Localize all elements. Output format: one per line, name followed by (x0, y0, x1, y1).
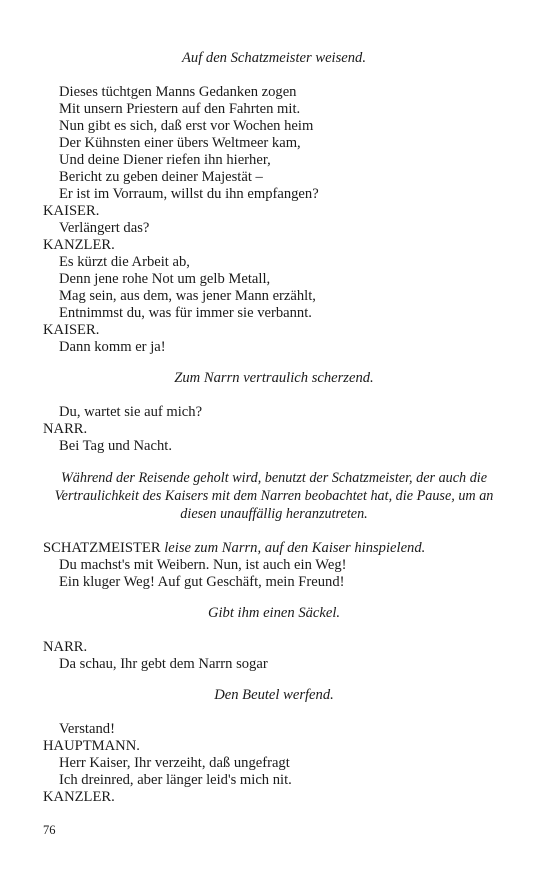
verse-line: Und deine Diener riefen ihn hierher, (59, 152, 271, 168)
page-number: 76 (43, 823, 56, 837)
spacer (43, 704, 505, 721)
speaker-direction: leise zum Narrn, auf den Kaiser hinspielend. (164, 540, 426, 556)
verse-line: Verstand! (59, 721, 115, 737)
speaker-label: KANZLER. (43, 789, 115, 805)
speaker-name (43, 738, 505, 755)
verse-line: Mit unsern Priestern auf den Fahrten mit. (59, 101, 301, 117)
verse-line: Denn jene rohe Not um gelb Metall, (59, 271, 271, 287)
spacer (43, 387, 505, 404)
verse-line: Ich dreinred, aber länger leid's mich nit. (59, 772, 292, 788)
verse-line: Bei Tag und Nacht. (59, 438, 173, 454)
spacer (43, 622, 505, 639)
verse-line: Du machst's mit Weibern. Nun, ist auch ein Weg! (59, 557, 347, 573)
spacer (43, 67, 505, 84)
speaker-label: KANZLER. (43, 237, 115, 253)
speaker-label: SCHATZMEISTER (43, 540, 161, 556)
speaker-name (43, 789, 505, 806)
speaker-label: KAISER. (43, 322, 100, 338)
verse-line: Ein kluger Weg! Auf gut Geschäft, mein Freund! (59, 574, 345, 590)
verse-line: Da schau, Ihr gebt dem Narrn sogar (59, 656, 268, 672)
verse-line: Bericht zu geben deiner Majestät – (59, 169, 263, 185)
stage-direction: Gibt ihm einen Säckel. (207, 605, 341, 621)
speaker-label: KAISER. (43, 203, 100, 219)
speaker-label: NARR. (43, 639, 88, 655)
verse-line: Verlängert das? (59, 220, 150, 236)
verse-line: Du, wartet sie auf mich? (59, 404, 203, 420)
stage-direction: Während der Reisende geholt wird, benutzt der Schatzmeister, der auch die Vertraulichkeit des Kaisers mit dem Narren beobachtet hat, die Pause, um an diesen unauffällig heranzutreten. (54, 470, 494, 522)
verse-line: Mag sein, aus dem, was jener Mann erzählt, (59, 288, 316, 304)
stage-direction: Den Beutel werfend. (214, 687, 334, 703)
stage-direction: Auf den Schatzmeister weisend. (181, 50, 366, 66)
verse-line: Er ist im Vorraum, willst du ihn empfangen? (59, 186, 319, 202)
verse-line: Dann komm er ja! (59, 339, 166, 355)
spacer (43, 591, 505, 605)
verse-line: Entnimmst du, was für immer sie verbannt. (59, 305, 312, 321)
speaker-name (43, 237, 505, 254)
speaker-name (43, 540, 505, 557)
speaker-label: NARR. (43, 421, 88, 437)
spacer (43, 356, 505, 370)
speaker-name (43, 639, 505, 656)
stage-direction: Zum Narrn vertraulich scherzend. (174, 370, 374, 386)
spacer (43, 673, 505, 687)
verse-line: Herr Kaiser, Ihr verzeiht, daß ungefragt (59, 755, 290, 771)
speaker-name (43, 203, 505, 220)
verse-line: Dieses tüchtgen Manns Gedanken zogen (59, 84, 297, 100)
spacer (43, 455, 505, 469)
verse-line: Nun gibt es sich, daß erst vor Wochen heim (59, 118, 314, 134)
spacer (43, 523, 505, 540)
verse-line: Es kürzt die Arbeit ab, (59, 254, 190, 270)
speaker-name (43, 421, 505, 438)
speaker-name (43, 322, 505, 339)
page-text (43, 50, 505, 806)
verse-line: Der Kühnsten einer übers Weltmeer kam, (59, 135, 301, 151)
speaker-label: HAUPTMANN. (43, 738, 140, 754)
